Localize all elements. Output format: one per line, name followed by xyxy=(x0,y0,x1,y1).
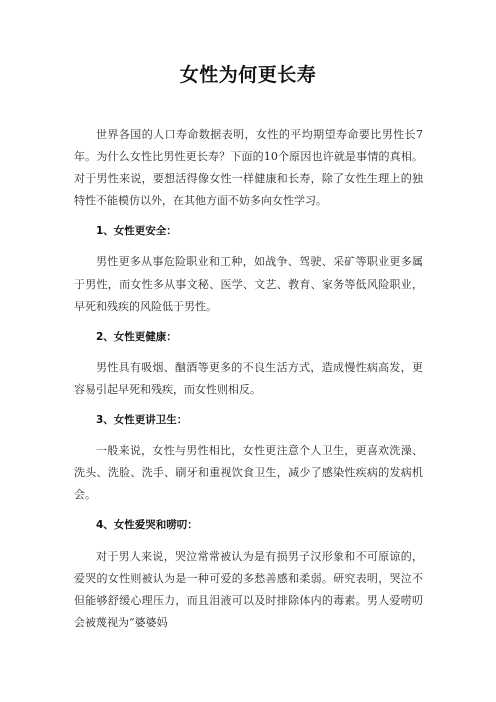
section-paragraph-4: 对于男人来说，哭泣常常被认为是有损男子汉形象和不可原谅的，爱哭的女性则被认为是一种可爱的多愁善感和柔弱。研究表明，哭泣不但能够舒缓心理压力，而且泪液可以及时排除体内的毒素。男人爱唠叨会被蔑视为“婆婆妈 xyxy=(74,549,423,629)
document-body xyxy=(74,124,423,642)
section-paragraph-2: 男性具有吸烟、酗酒等更多的不良生活方式，造成慢性病高发，更容易引起早死和残疾，而女性则相反。 xyxy=(74,360,423,396)
document-title: 女性为何更长寿 xyxy=(179,64,317,86)
section-paragraph-3: 一般来说，女性与男性相比，女性更注意个人卫生，更喜欢洗澡、洗头、洗脸、洗手、刷牙和重视饮食卫生，减少了感染性疾病的发病机会。 xyxy=(74,444,423,502)
section-heading-4: 4、女性爱哭和唠叨： xyxy=(96,519,198,532)
intro-paragraph: 世界各国的人口寿命数据表明，女性的平均期望寿命要比男性长7年。为什么女性比男性更长寿？下面的10个原因也许就是事情的真相。对于男性来说，要想活得像女性一样健康和长寿，除了女性生理上的独特性不能模仿以外，在其他方面不妨多向女性学习。 xyxy=(74,128,423,208)
section-heading-1: 1、女性更安全： xyxy=(96,225,177,238)
section-heading-2: 2、女性更健康： xyxy=(96,330,177,343)
section-paragraph-1: 男性更多从事危险职业和工种，如战争、驾驶、采矿等职业更多属于男性，而女性多从事文秘、医学、文艺、教育、家务等低风险职业，早死和残疾的风险低于男性。 xyxy=(74,255,423,313)
section-heading-3: 3、女性更讲卫生： xyxy=(96,414,188,427)
